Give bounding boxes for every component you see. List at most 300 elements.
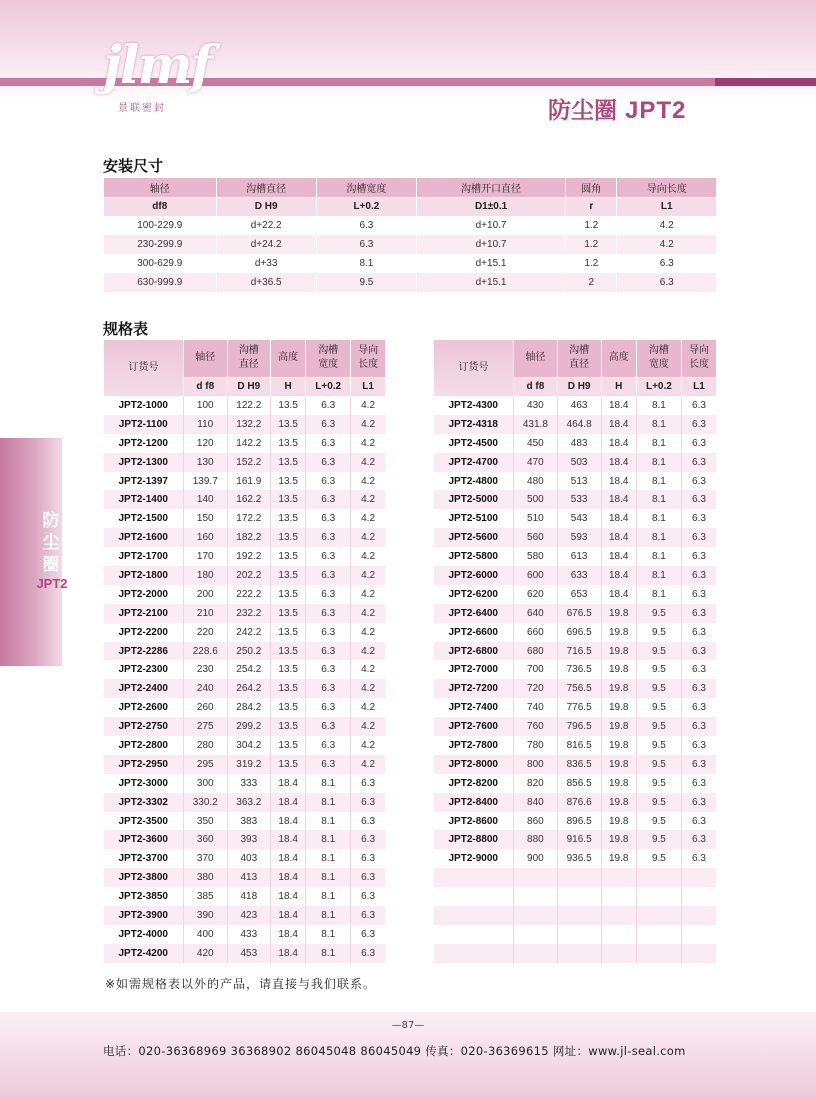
install-cell: d+36.5: [216, 273, 316, 292]
spec-cell: 8.1: [306, 793, 351, 812]
spec-section-title: 规格表: [103, 320, 149, 338]
spec-cell: 18.4: [601, 490, 636, 509]
spec-cell: 6.3: [306, 528, 351, 547]
install-header-cell: 轴径: [104, 178, 217, 197]
spec-cell: 275: [184, 717, 228, 736]
spec-row: [104, 642, 386, 661]
install-row: [104, 235, 717, 254]
side-tab-label: [28, 510, 74, 576]
spec-cell: 6.3: [306, 717, 351, 736]
spec-cell: 385: [184, 887, 228, 906]
spec-order-no: JPT2-1500: [118, 513, 168, 525]
spec-cell: [514, 887, 558, 906]
spec-order-no: JPT2-2400: [104, 679, 184, 698]
install-subheader-cell: r: [566, 197, 617, 216]
spec-cell: 13.5: [271, 453, 306, 472]
spec-cell: 18.4: [271, 868, 306, 887]
spec-cell: [514, 868, 558, 887]
install-header-cell: 沟槽直径: [216, 178, 316, 197]
spec-cell: 280: [184, 736, 228, 755]
spec-cell: 380: [184, 868, 228, 887]
spec-cell: [636, 925, 681, 944]
install-header-cell: 沟槽开口直径: [417, 178, 566, 197]
spec-cell: 140: [184, 490, 228, 509]
spec-cell: 716.5: [557, 642, 601, 661]
spec-cell: 463: [557, 396, 601, 415]
spec-cell: 19.8: [601, 830, 636, 849]
install-section-title: 安装尺寸: [103, 157, 164, 175]
spec-row: [104, 604, 386, 623]
spec-cell: 13.5: [271, 623, 306, 642]
spec-row: [434, 717, 717, 736]
spec-cell: [636, 887, 681, 906]
spec-cell: 8.1: [636, 472, 681, 491]
spec-cell: 9.5: [636, 830, 681, 849]
spec-cell: 13.5: [271, 604, 306, 623]
spec-cell: 220: [184, 623, 228, 642]
install-header-cell: 沟槽宽度: [316, 178, 416, 197]
spec-cell: 9.5: [636, 679, 681, 698]
spec-cell: 613: [557, 547, 601, 566]
spec-row: [434, 490, 717, 509]
spec-cell: 820: [514, 774, 558, 793]
spec-cell: 6.3: [306, 660, 351, 679]
spec-row: [104, 660, 386, 679]
spec-cell: 130: [184, 453, 228, 472]
spec-order-no: JPT2-6000: [434, 566, 514, 585]
spec-cell: 696.5: [557, 623, 601, 642]
spec-cell: 9.5: [636, 849, 681, 868]
spec-header-order-no: 订货号: [104, 340, 184, 396]
spec-cell: 503: [557, 453, 601, 472]
spec-cell: 8.1: [306, 774, 351, 793]
spec-cell: 172.2: [227, 509, 271, 528]
spec-cell: 4.2: [351, 679, 385, 698]
spec-cell: 660: [514, 623, 558, 642]
spec-cell: 700: [514, 660, 558, 679]
spec-cell: [682, 944, 717, 963]
spec-row: [434, 868, 717, 887]
side-tab-label-text: [28, 510, 74, 576]
spec-cell: 6.3: [682, 642, 717, 661]
spec-cell: 19.8: [601, 736, 636, 755]
spec-cell: 142.2: [227, 434, 271, 453]
spec-cell: 13.5: [271, 660, 306, 679]
spec-cell: 242.2: [227, 623, 271, 642]
spec-row: [104, 396, 386, 415]
spec-cell: 300: [184, 774, 228, 793]
spec-cell: 230: [184, 660, 228, 679]
spec-header-cell: 轴径: [184, 340, 228, 377]
spec-row: [104, 585, 386, 604]
spec-row: [104, 849, 386, 868]
spec-subheader-cell: D H9: [557, 377, 601, 396]
spec-cell: 6.3: [351, 868, 385, 887]
spec-cell: 6.3: [306, 434, 351, 453]
spec-row: [434, 472, 717, 491]
install-cell: d+10.7: [417, 235, 566, 254]
spec-row: [434, 453, 717, 472]
spec-row: [434, 774, 717, 793]
spec-cell: [514, 944, 558, 963]
spec-cell: 6.3: [682, 830, 717, 849]
spec-cell: 533: [557, 490, 601, 509]
spec-cell: 6.3: [351, 887, 385, 906]
install-cell: 1.2: [566, 254, 617, 273]
spec-order-no: JPT2-2800: [118, 739, 168, 751]
spec-cell: 816.5: [557, 736, 601, 755]
spec-row: [434, 566, 717, 585]
spec-cell: 284.2: [227, 698, 271, 717]
spec-cell: 8.1: [636, 434, 681, 453]
spec-cell: 13.5: [271, 717, 306, 736]
spec-cell: 13.5: [271, 547, 306, 566]
spec-cell: [557, 868, 601, 887]
spec-cell: 8.1: [306, 944, 351, 963]
spec-order-no: JPT2-1300: [104, 453, 184, 472]
spec-cell: 6.3: [306, 453, 351, 472]
install-cell: 1.2: [566, 216, 617, 235]
spec-cell: 6.3: [682, 547, 717, 566]
spec-order-no: JPT2-9000: [448, 853, 498, 865]
spec-cell: 6.3: [306, 698, 351, 717]
spec-cell: 4.2: [351, 566, 385, 585]
spec-cell: [682, 906, 717, 925]
spec-cell: 6.3: [306, 547, 351, 566]
spec-row: [434, 887, 717, 906]
spec-cell: [557, 925, 601, 944]
spec-cell: 13.5: [271, 698, 306, 717]
spec-subheader-cell: H: [271, 377, 306, 396]
spec-order-no: JPT2-7200: [434, 679, 514, 698]
spec-cell: 13.5: [271, 736, 306, 755]
spec-order-no: JPT2-8000: [434, 755, 514, 774]
spec-row: [434, 509, 717, 528]
spec-cell: 480: [514, 472, 558, 491]
spec-subheader-cell: D H9: [227, 377, 271, 396]
install-cell: 2: [566, 273, 617, 292]
spec-order-no: JPT2-5100: [448, 513, 498, 525]
spec-cell: 780: [514, 736, 558, 755]
spec-header-line: 沟槽: [318, 345, 339, 357]
spec-cell: 6.3: [682, 528, 717, 547]
spec-cell: 180: [184, 566, 228, 585]
spec-cell: 6.3: [682, 660, 717, 679]
spec-cell: 9.5: [636, 642, 681, 661]
spec-cell: [601, 868, 636, 887]
spec-row: [434, 434, 717, 453]
spec-cell: 423: [227, 906, 271, 925]
spec-order-no: JPT2-5600: [434, 528, 514, 547]
spec-cell: 8.1: [306, 849, 351, 868]
spec-cell: 18.4: [271, 774, 306, 793]
spec-cell: 6.3: [306, 642, 351, 661]
spec-cell: 543: [557, 509, 601, 528]
spec-cell: 6.3: [682, 774, 717, 793]
spec-cell: 18.4: [271, 812, 306, 831]
install-header-cell: 圆角: [566, 178, 617, 197]
spec-header-cell: [306, 340, 351, 377]
spec-order-no: [434, 944, 514, 963]
spec-order-no: JPT2-1700: [118, 551, 168, 563]
spec-header-line: 导向: [689, 345, 709, 357]
spec-row: [104, 906, 386, 925]
spec-cell: 6.3: [306, 509, 351, 528]
spec-cell: 6.3: [306, 566, 351, 585]
spec-row: [434, 849, 717, 868]
spec-row: [104, 547, 386, 566]
install-cell: d+15.1: [417, 254, 566, 273]
spec-row: [104, 698, 386, 717]
spec-cell: 110: [184, 415, 228, 434]
spec-cell: 760: [514, 717, 558, 736]
spec-header-line: 长度: [358, 359, 379, 371]
spec-cell: 796.5: [557, 717, 601, 736]
spec-row: [104, 566, 386, 585]
spec-cell: 160: [184, 528, 228, 547]
spec-cell: 464.8: [557, 415, 601, 434]
spec-cell: 876.6: [557, 793, 601, 812]
spec-cell: 264.2: [227, 679, 271, 698]
spec-cell: 4.2: [351, 736, 385, 755]
spec-cell: 580: [514, 547, 558, 566]
spec-subheader-cell: L1: [351, 377, 385, 396]
spec-header-line: 沟槽: [569, 345, 590, 357]
spec-order-no: JPT2-1200: [118, 437, 168, 449]
footnote: ※如需规格表以外的产品，请直接与我们联系。: [105, 977, 377, 991]
spec-cell: 653: [557, 585, 601, 604]
spec-cell: 333: [227, 774, 271, 793]
spec-cell: 18.4: [271, 925, 306, 944]
page-number: —87—: [391, 1020, 425, 1031]
install-cell: 9.5: [316, 273, 416, 292]
spec-order-no: JPT2-4500: [448, 437, 498, 449]
spec-order-no: JPT2-4318: [434, 415, 514, 434]
spec-cell: 640: [514, 604, 558, 623]
spec-cell: 13.5: [271, 472, 306, 491]
spec-cell: 139.7: [184, 472, 228, 491]
spec-cell: 18.4: [601, 547, 636, 566]
spec-cell: 900: [514, 849, 558, 868]
spec-row: [104, 434, 386, 453]
spec-cell: [601, 887, 636, 906]
spec-row: [434, 944, 717, 963]
spec-row: [434, 528, 717, 547]
spec-cell: 19.8: [601, 642, 636, 661]
spec-cell: 13.5: [271, 585, 306, 604]
spec-cell: 6.3: [682, 793, 717, 812]
spec-subheader-cell: H: [601, 377, 636, 396]
spec-cell: 6.3: [306, 585, 351, 604]
spec-cell: 18.4: [601, 396, 636, 415]
spec-order-no: JPT2-6800: [434, 642, 514, 661]
spec-cell: 4.2: [351, 604, 385, 623]
spec-order-no: JPT2-3700: [118, 853, 168, 865]
spec-cell: 916.5: [557, 830, 601, 849]
install-cell: 100-229.9: [104, 216, 217, 235]
spec-cell: 6.3: [682, 453, 717, 472]
spec-cell: 8.1: [306, 887, 351, 906]
spec-cell: 6.3: [351, 812, 385, 831]
spec-subheader-cell: L1: [682, 377, 717, 396]
spec-header-line: 宽度: [318, 359, 339, 371]
spec-order-no: JPT2-4800: [448, 475, 498, 487]
spec-cell: 13.5: [271, 490, 306, 509]
spec-order-no: JPT2-1600: [104, 528, 184, 547]
spec-row: [434, 585, 717, 604]
install-row: [104, 216, 717, 235]
spec-header-cell: 高度: [601, 340, 636, 377]
spec-cell: 182.2: [227, 528, 271, 547]
spec-order-no: JPT2-5800: [448, 551, 498, 563]
install-cell: 6.3: [316, 216, 416, 235]
spec-cell: 222.2: [227, 585, 271, 604]
spec-cell: 433: [227, 925, 271, 944]
spec-cell: 13.5: [271, 566, 306, 585]
spec-cell: 19.8: [601, 755, 636, 774]
spec-cell: 620: [514, 585, 558, 604]
spec-cell: [601, 944, 636, 963]
spec-cell: [636, 906, 681, 925]
spec-cell: [514, 925, 558, 944]
brand-logo: jlmf: [103, 35, 211, 96]
spec-cell: 6.3: [682, 812, 717, 831]
spec-cell: [557, 944, 601, 963]
spec-cell: 6.3: [351, 793, 385, 812]
spec-cell: 250.2: [227, 642, 271, 661]
spec-cell: 13.5: [271, 642, 306, 661]
spec-cell: 6.3: [306, 623, 351, 642]
install-cell: 6.3: [617, 273, 716, 292]
spec-header-cell: [636, 340, 681, 377]
spec-row: [104, 415, 386, 434]
spec-cell: 6.3: [682, 698, 717, 717]
spec-cell: 370: [184, 849, 228, 868]
spec-subheader-cell: L+0.2: [636, 377, 681, 396]
spec-cell: 19.8: [601, 623, 636, 642]
spec-cell: 860: [514, 812, 558, 831]
spec-header-cell: 轴径: [514, 340, 558, 377]
spec-cell: 19.8: [601, 717, 636, 736]
spec-cell: 470: [514, 453, 558, 472]
spec-row: [104, 830, 386, 849]
install-row: [104, 273, 717, 292]
spec-order-no: JPT2-4700: [434, 453, 514, 472]
spec-cell: 403: [227, 849, 271, 868]
install-subheader-cell: L+0.2: [316, 197, 416, 216]
spec-cell: 192.2: [227, 547, 271, 566]
spec-order-no: JPT2-8600: [448, 815, 498, 827]
spec-cell: 6.3: [682, 472, 717, 491]
spec-header-line: 直径: [569, 359, 590, 371]
spec-cell: 4.2: [351, 698, 385, 717]
spec-order-no: [434, 868, 514, 887]
spec-cell: 19.8: [601, 604, 636, 623]
spec-cell: 9.5: [636, 623, 681, 642]
spec-cell: 18.4: [601, 415, 636, 434]
spec-cell: [514, 906, 558, 925]
spec-order-no: JPT2-4000: [118, 928, 168, 940]
spec-cell: 431.8: [514, 415, 558, 434]
spec-cell: 18.4: [601, 453, 636, 472]
spec-cell: 383: [227, 812, 271, 831]
spec-row: [434, 755, 717, 774]
spec-order-no: JPT2-1000: [118, 399, 168, 411]
spec-cell: 936.5: [557, 849, 601, 868]
spec-row: [434, 925, 717, 944]
spec-table-right: [433, 340, 716, 963]
spec-cell: 776.5: [557, 698, 601, 717]
spec-cell: 8.1: [636, 396, 681, 415]
spec-order-no: [434, 906, 514, 925]
spec-order-no: JPT2-7400: [448, 702, 498, 714]
install-subheader-cell: D1±0.1: [417, 197, 566, 216]
spec-row: [434, 660, 717, 679]
spec-order-no: JPT2-3800: [104, 868, 184, 887]
spec-cell: 8.1: [636, 509, 681, 528]
spec-cell: 8.1: [636, 415, 681, 434]
install-cell: d+22.2: [216, 216, 316, 235]
install-cell: 6.3: [617, 254, 716, 273]
spec-order-no: JPT2-2286: [104, 642, 184, 661]
spec-order-no: JPT2-8800: [434, 830, 514, 849]
spec-order-no: JPT2-3000: [118, 777, 168, 789]
spec-cell: 9.5: [636, 812, 681, 831]
spec-cell: 8.1: [306, 868, 351, 887]
spec-cell: 413: [227, 868, 271, 887]
spec-order-no: JPT2-3600: [104, 830, 184, 849]
spec-cell: 6.3: [306, 472, 351, 491]
spec-row: [434, 623, 717, 642]
spec-cell: 9.5: [636, 774, 681, 793]
spec-cell: 6.3: [682, 755, 717, 774]
spec-order-no: JPT2-6400: [434, 604, 514, 623]
spec-cell: 430: [514, 396, 558, 415]
spec-cell: 9.5: [636, 717, 681, 736]
spec-cell: 13.5: [271, 509, 306, 528]
spec-cell: 100: [184, 396, 228, 415]
spec-order-no: JPT2-2000: [118, 588, 168, 600]
spec-cell: 4.2: [351, 585, 385, 604]
spec-header-cell: [227, 340, 271, 377]
spec-order-no: JPT2-4200: [104, 944, 184, 963]
spec-row: [434, 793, 717, 812]
spec-cell: 4.2: [351, 453, 385, 472]
spec-cell: 228.6: [184, 642, 228, 661]
install-cell: d+15.1: [417, 273, 566, 292]
spec-cell: 836.5: [557, 755, 601, 774]
spec-cell: 9.5: [636, 660, 681, 679]
spec-cell: 8.1: [636, 528, 681, 547]
install-row: [104, 254, 717, 273]
spec-cell: 6.3: [351, 925, 385, 944]
side-tab-char: 圈: [42, 555, 60, 575]
spec-cell: 18.4: [271, 849, 306, 868]
spec-order-no: JPT2-7600: [434, 717, 514, 736]
spec-cell: 4.2: [351, 472, 385, 491]
spec-cell: 6.3: [351, 906, 385, 925]
spec-cell: 420: [184, 944, 228, 963]
spec-cell: 13.5: [271, 396, 306, 415]
spec-order-no: [434, 925, 514, 944]
spec-cell: 720: [514, 679, 558, 698]
install-cell: 4.2: [617, 216, 716, 235]
spec-cell: 18.4: [271, 944, 306, 963]
spec-cell: 360: [184, 830, 228, 849]
spec-cell: 19.8: [601, 660, 636, 679]
spec-cell: 19.8: [601, 679, 636, 698]
spec-row: [434, 642, 717, 661]
